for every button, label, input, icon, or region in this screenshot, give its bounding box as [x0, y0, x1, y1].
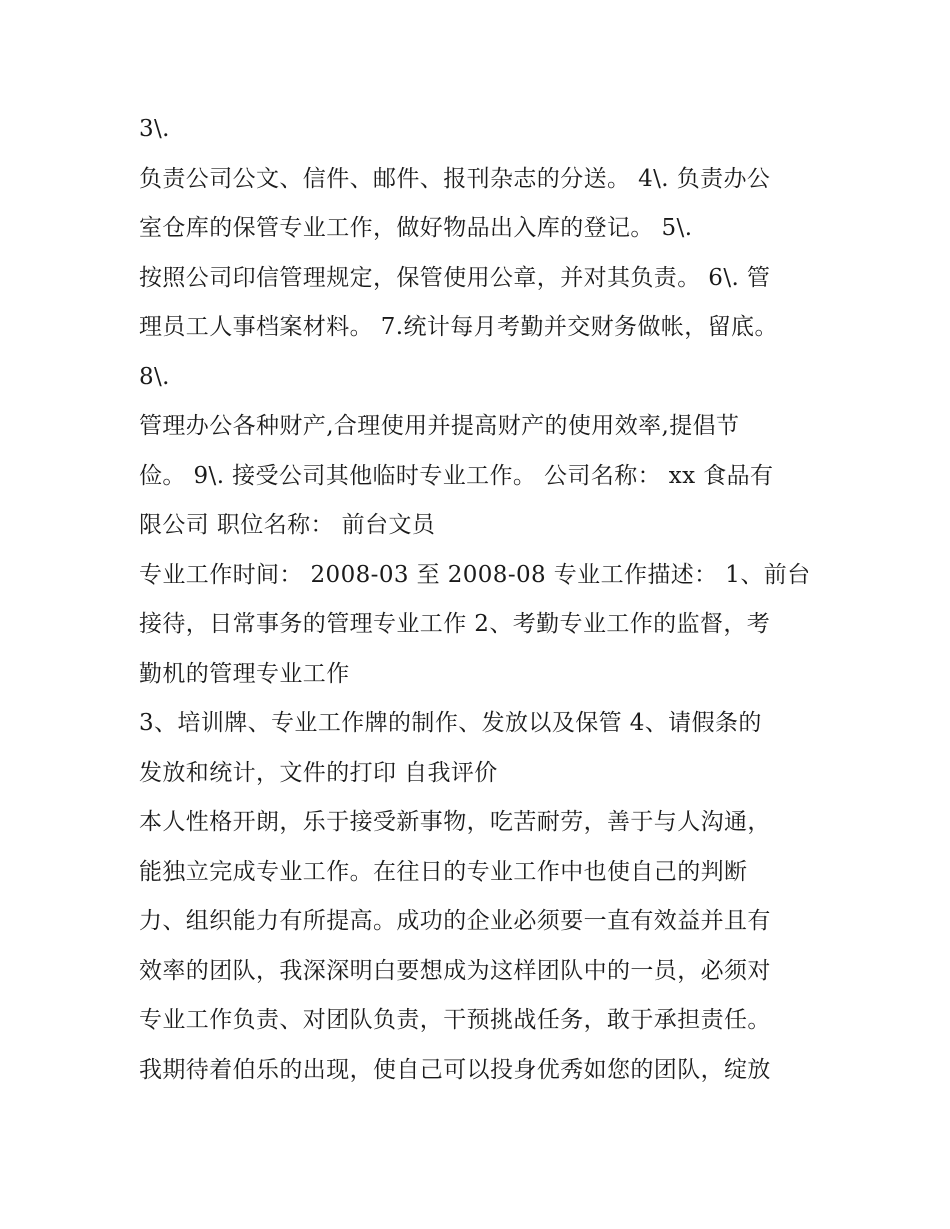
text-line: 本人性格开朗，乐于接受新事物，吃苦耐劳，善于与人沟通， — [139, 809, 771, 835]
text-line: 负责公司公文、信件、邮件、报刊杂志的分送。 4\. 负责办公 — [139, 165, 771, 192]
text-line: 能独立完成专业工作。在往日的专业工作中也使自己的判断 — [139, 858, 748, 885]
text-line: 3\. — [139, 116, 170, 142]
text-line: 接待，日常事务的管理专业工作 2、考勤专业工作的监督，考 — [139, 611, 771, 637]
text-line: 我期待着伯乐的出现，使自己可以投身优秀如您的团队，绽放 — [139, 1056, 771, 1083]
text-line: 专业工作负责、对团队负责，干预挑战任务，敢于承担责任。 — [139, 1007, 771, 1033]
text-line: 8\. — [139, 363, 170, 390]
text-line: 室仓库的保管专业工作，做好物品出入库的登记。 5\. — [139, 215, 693, 241]
text-line: 效率的团队，我深深明白要想成为这样团队中的一员，必须对 — [139, 957, 771, 984]
text-line: 理员工人事档案材料。 7.统计每月考勤并交财务做帐，留底。 — [139, 314, 778, 340]
text-line: 限公司 职位名称： 前台文员 — [139, 512, 436, 538]
text-line: 3、培训牌、专业工作牌的制作、发放以及保管 4、请假条的 — [139, 710, 762, 736]
text-line: 力、组织能力有所提高。成功的企业必须要一直有效益并且有 — [139, 908, 771, 934]
text-line: 勤机的管理专业工作 — [139, 660, 350, 687]
text-line: 发放和统计，文件的打印 自我评价 — [139, 759, 498, 786]
document-body — [139, 105, 829, 1095]
text-line: 按照公司印信管理规定，保管使用公章，并对其负责。 6\. 管 — [139, 264, 771, 291]
text-line: 专业工作时间： 2008-03 至 2008-08 专业工作描述： 1、前台 — [139, 561, 811, 588]
text-line: 俭。 9\. 接受公司其他临时专业工作。 公司名称： xx 食品有 — [139, 462, 774, 489]
text-line: 管理办公各种财产,合理使用并提高财产的使用效率,提倡节 — [139, 413, 740, 439]
